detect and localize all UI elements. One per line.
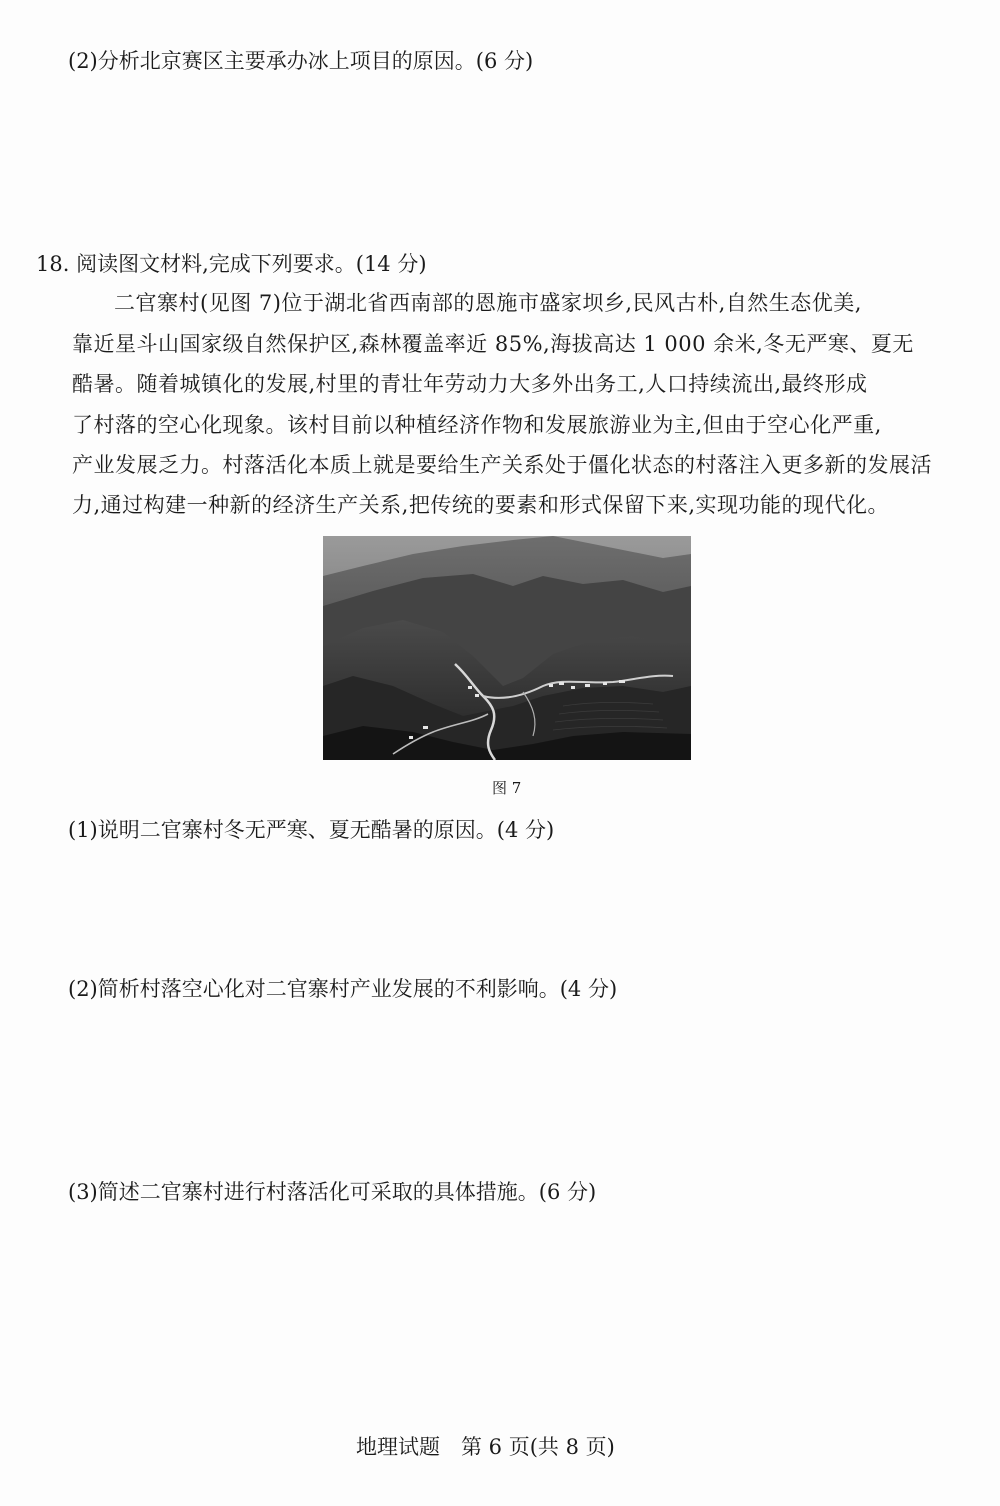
village-valley-photo [323, 536, 691, 760]
passage-line: 产业发展乏力。村落活化本质上就是要给生产关系处于僵化状态的村落注入更多新的发展活 [72, 453, 932, 477]
page-footer: 地理试题 第 6 页(共 8 页) [356, 1435, 615, 1459]
passage-line: 了村落的空心化现象。该村目前以种植经济作物和发展旅游业为主,但由于空心化严重, [72, 413, 882, 437]
passage-line: 二官寨村(见图 7)位于湖北省西南部的恩施市盛家坝乡,民风古朴,自然生态优美, [114, 291, 862, 315]
question-18-heading: 18. 阅读图文材料,完成下列要求。(14 分) [36, 252, 427, 276]
question-17-part-2: (2)分析北京赛区主要承办冰上项目的原因。(6 分) [68, 49, 534, 73]
question-18-part-3: (3)简述二官寨村进行村落活化可采取的具体措施。(6 分) [68, 1180, 597, 1204]
question-18-part-1: (1)说明二官寨村冬无严寒、夏无酷暑的原因。(4 分) [68, 818, 555, 842]
figure-caption: 图 7 [492, 779, 522, 797]
question-18-part-2: (2)简析村落空心化对二官寨村产业发展的不利影响。(4 分) [68, 977, 618, 1001]
mountain-valley-image [323, 536, 691, 760]
passage-line: 酷暑。随着城镇化的发展,村里的青壮年劳动力大多外出务工,人口持续流出,最终形成 [72, 372, 868, 396]
passage-line: 力,通过构建一种新的经济生产关系,把传统的要素和形式保留下来,实现功能的现代化。 [72, 493, 890, 517]
passage-line: 靠近星斗山国家级自然保护区,森林覆盖率近 85%,海拔高达 1 000 余米,冬无严寒、夏无 [72, 332, 914, 356]
